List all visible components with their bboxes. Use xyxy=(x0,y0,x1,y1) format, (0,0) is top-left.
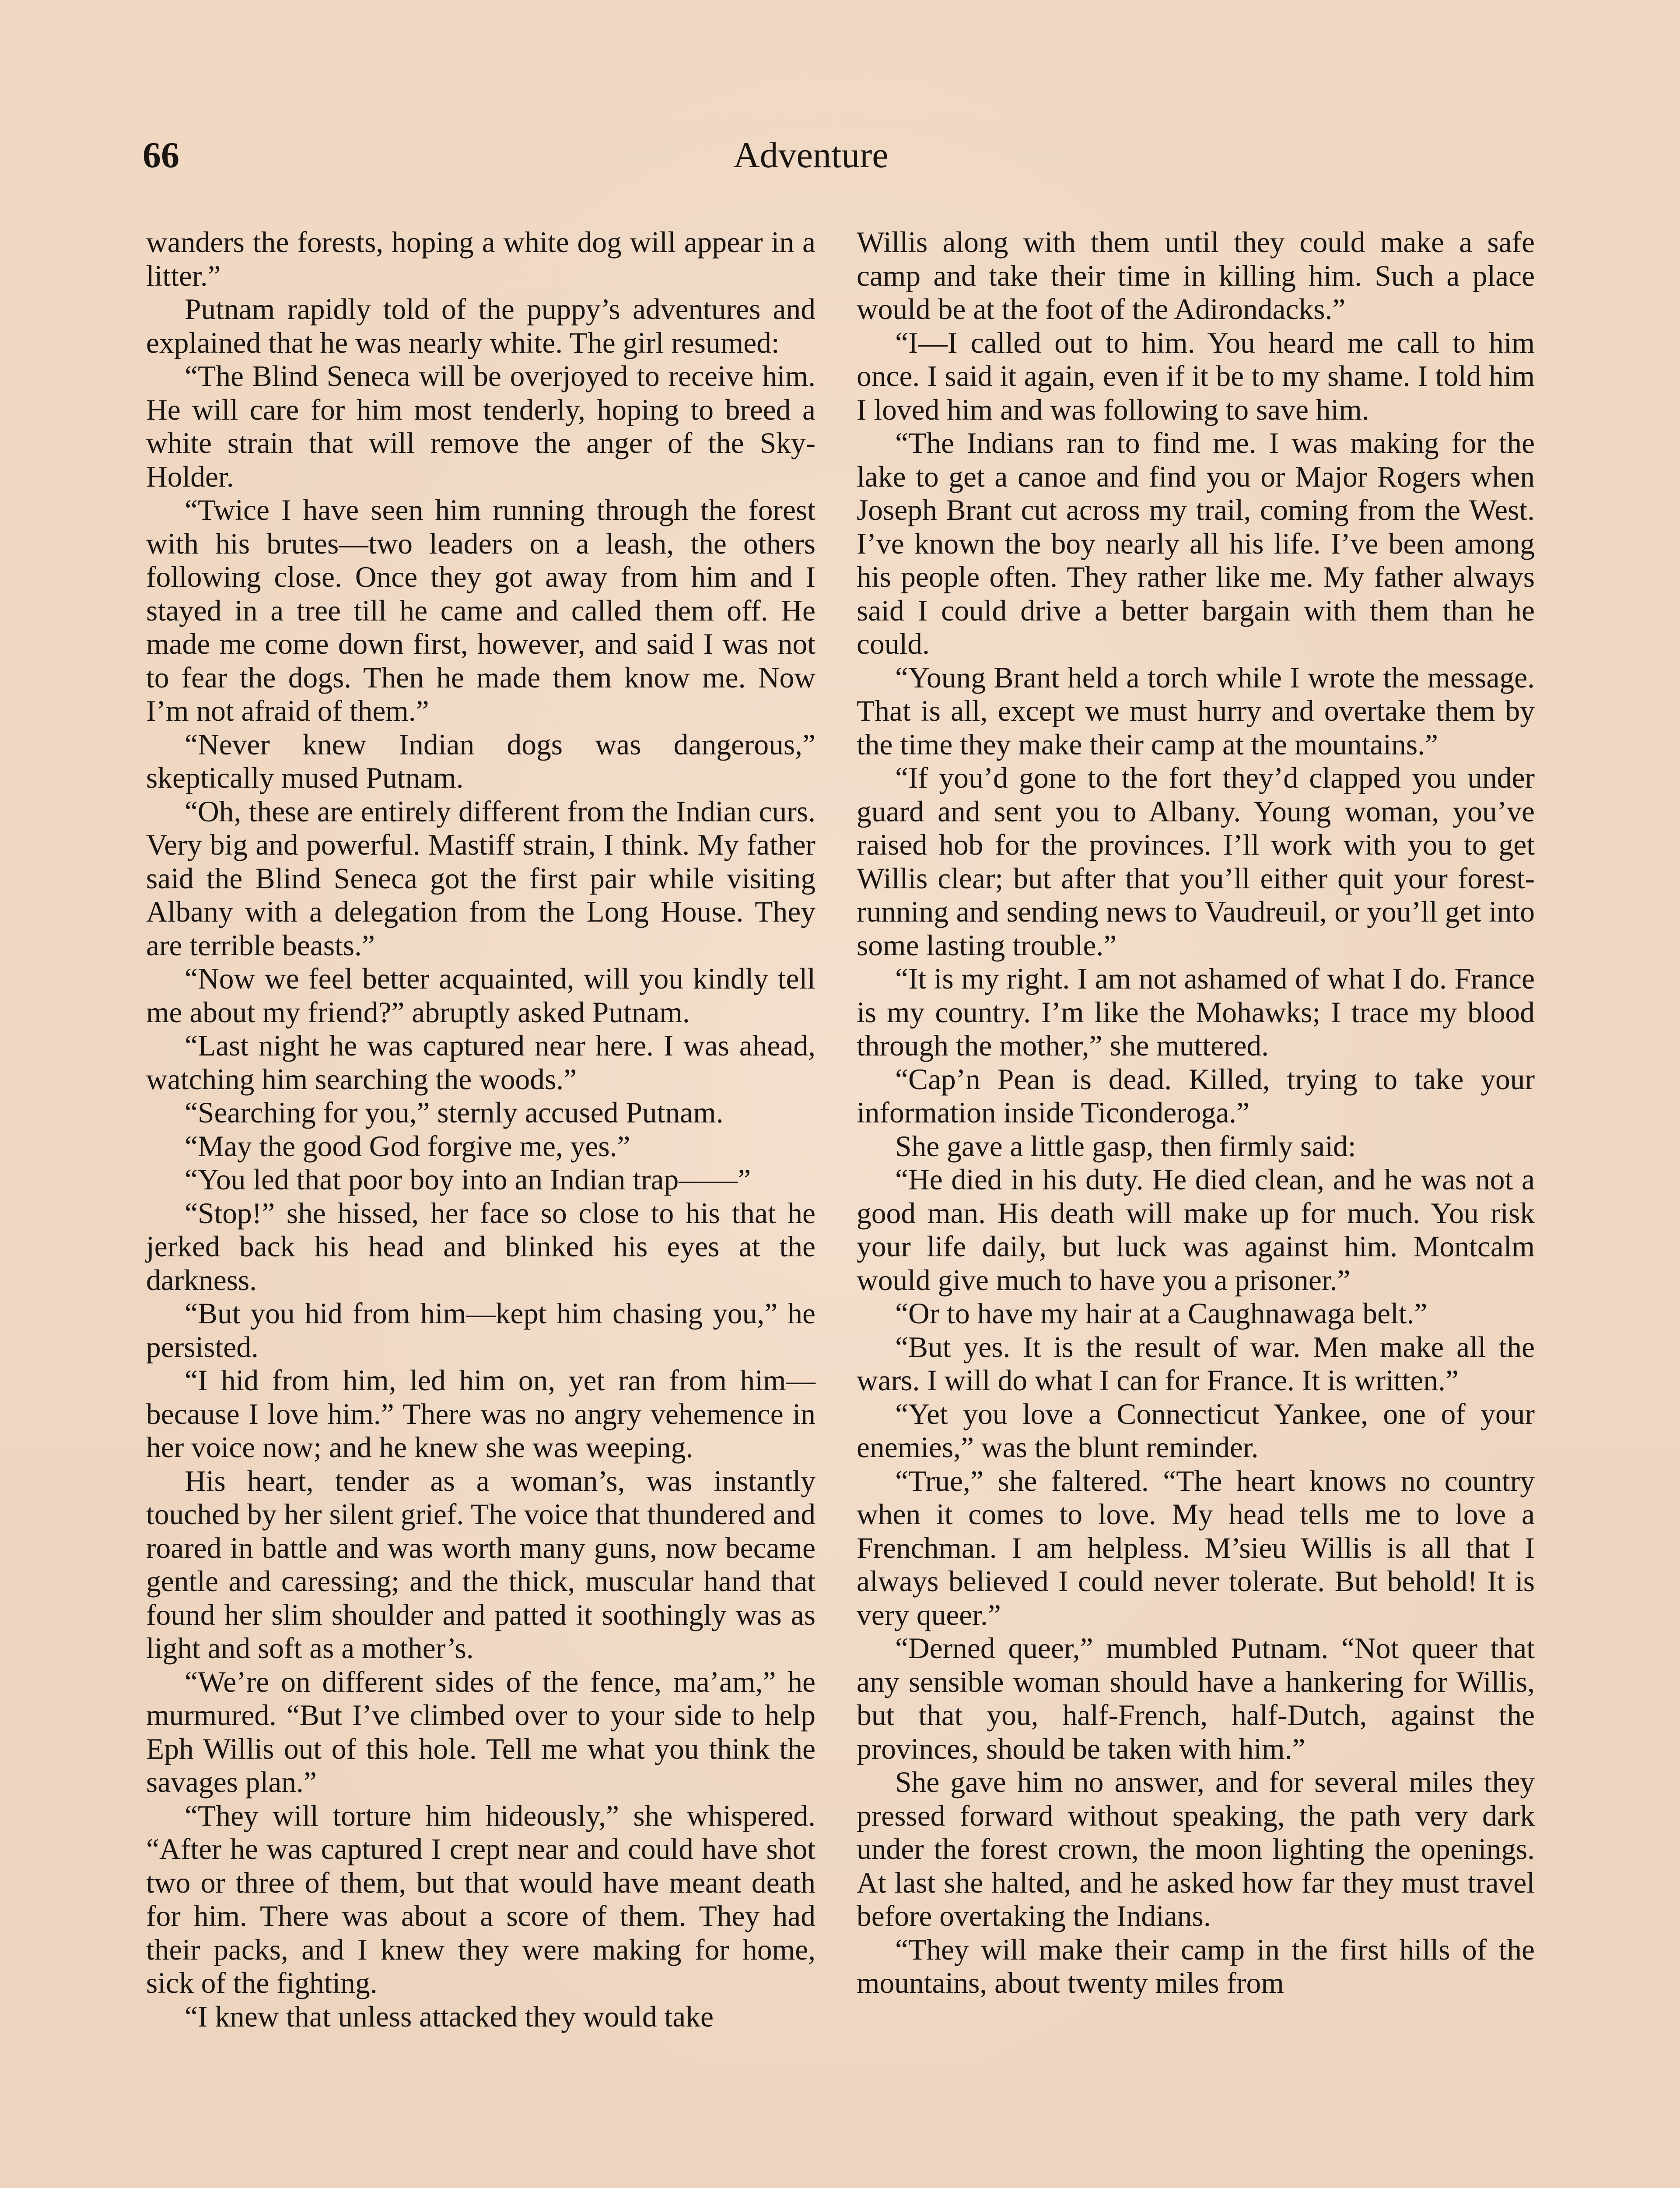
paragraph: “You led that poor boy into an Indian trap——” xyxy=(185,1163,751,1196)
paragraph: She gave him no answer, and for several miles they pressed forward without speaking, the path very dark under the forest crown, the moon lighting the openings. At last she halted, and he asked how far they must travel before overtaking the Indians. xyxy=(857,1766,1535,1932)
paragraph: “May the good God forgive me, yes.” xyxy=(185,1129,630,1163)
paragraph: wanders the forests, hoping a white dog will appear in a litter.” xyxy=(146,226,816,292)
paragraph: Putnam rapidly told of the puppy’s adventures and explained that he was nearly white. The girl resumed: xyxy=(146,293,816,359)
paragraph: “Twice I have seen him running through the forest with his brutes—two leaders on a leash, the others following close. Once they got away from him and I stayed in a tree till he came and called them off. He made me come down first, however, and said I was not to fear the dogs. Then he made them know me. Now I’m not afraid of them.” xyxy=(146,494,816,727)
paragraph: “We’re on different sides of the fence, ma’am,” he murmured. “But I’ve climbed over to your side to help Eph Willis out of this hole. Tell me what you think the savages plan.” xyxy=(146,1665,816,1799)
paragraph: “Now we feel better acquainted, will you kindly tell me about my friend?” abruptly asked Putnam. xyxy=(146,962,816,1029)
paragraph: “But you hid from him—kept him chasing you,” he persisted. xyxy=(146,1297,816,1364)
paragraph: “Stop!” she hissed, her face so close to his that he jerked back his head and blinked his eyes at the darkness. xyxy=(146,1196,816,1297)
paragraph: “They will torture him hideously,” she whispered. “After he was captured I crept near and could have shot two or three of them, but that would have meant death for him. There was about a score of them. They had their packs, and I knew they were making for home, sick of the fighting. xyxy=(146,1799,816,1999)
left-column xyxy=(146,226,816,2034)
paragraph: Willis along with them until they could make a safe camp and take their time in killing him. Such a place would be at the foot of the Adirondacks.” xyxy=(857,226,1535,326)
running-title: Adventure xyxy=(733,135,889,175)
paragraph: “If you’d gone to the fort they’d clapped you under guard and sent you to Albany. Young woman, you’ve raised hob for the provinces. I’ll work with you to get Willis clear; but after that you’ll either quit your forest-running and sending news to Vaudreuil, or you’ll get into some lasting trouble.” xyxy=(857,761,1535,962)
paragraph: “I—I called out to him. You heard me call to him once. I said it again, even if it be to my shame. I told him I loved him and was following to save him. xyxy=(857,326,1535,426)
paragraph: “I knew that unless attacked they would take xyxy=(185,2000,714,2033)
paragraph: “Searching for you,” sternly accused Putnam. xyxy=(185,1096,724,1129)
paragraph: “But yes. It is the result of war. Men make all the wars. I will do what I can for France. It is written.” xyxy=(857,1330,1535,1397)
right-column xyxy=(857,226,1535,2000)
paragraph: “Never knew Indian dogs was dangerous,” skeptically mused Putnam. xyxy=(146,728,816,794)
paragraph: “True,” she faltered. “The heart knows no country when it comes to love. My head tells me to love a Frenchman. I am helpless. M’sieu Willis is all that I always believed I could never tolerate. But behold! It is very queer.” xyxy=(857,1464,1535,1631)
paragraph: “Or to have my hair at a Caughnawaga belt.” xyxy=(895,1297,1428,1330)
paragraph: “Cap’n Pean is dead. Killed, trying to take your information inside Ticonderoga.” xyxy=(857,1062,1535,1129)
paragraph: “They will make their camp in the first hills of the mountains, about twenty miles from xyxy=(857,1933,1535,1999)
paragraph: “He died in his duty. He died clean, and he was not a good man. His death will make up for much. You risk your life daily, but luck was against him. Montcalm would give much to have you a prisoner.” xyxy=(857,1163,1535,1297)
paragraph: “It is my right. I am not ashamed of what I do. France is my country. I’m like the Mohawks; I trace my blood through the mother,” she muttered. xyxy=(857,962,1535,1062)
paragraph: “Yet you love a Connecticut Yankee, one of your enemies,” was the blunt reminder. xyxy=(857,1397,1535,1464)
paragraph: His heart, tender as a woman’s, was instantly touched by her silent grief. The voice that thundered and roared in battle and was worth many guns, now became gentle and caressing; and the thick, muscular hand that found her slim shoulder and patted it soothingly was as light and soft as a mother’s. xyxy=(146,1464,816,1665)
page-number: 66 xyxy=(143,135,179,175)
paragraph: “Young Brant held a torch while I wrote the message. That is all, except we must hurry and overtake them by the time they make their camp at the mountains.” xyxy=(857,661,1535,761)
paragraph: “Derned queer,” mumbled Putnam. “Not queer that any sensible woman should have a hankering for Willis, but that you, half-French, half-Dutch, against the provinces, should be taken with him.” xyxy=(857,1632,1535,1765)
page-header xyxy=(143,131,1543,184)
paragraph: “The Indians ran to find me. I was making for the lake to get a canoe and find you or Major Rogers when Joseph Brant cut across my trail, coming from the West. I’ve known the boy nearly all his life. I’ve been among his people often. They rather like me. My father always said I could drive a better bargain with them than he could. xyxy=(857,427,1535,660)
paragraph: She gave a little gasp, then firmly said: xyxy=(895,1129,1356,1163)
paragraph: “I hid from him, led him on, yet ran from him—because I love him.” There was no angry vehemence in her voice now; and he knew she was weeping. xyxy=(146,1364,816,1464)
paragraph: “Oh, these are entirely different from the Indian curs. Very big and powerful. Mastiff strain, I think. My father said the Blind Seneca got the first pair while visiting Albany with a delegation from the Long House. They are terrible beasts.” xyxy=(146,795,816,962)
paragraph: “Last night he was captured near here. I was ahead, watching him searching the woods.” xyxy=(146,1029,816,1096)
paragraph: “The Blind Seneca will be overjoyed to receive him. He will care for him most tenderly, hoping to breed a white strain that will remove the anger of the Sky-Holder. xyxy=(146,360,816,493)
